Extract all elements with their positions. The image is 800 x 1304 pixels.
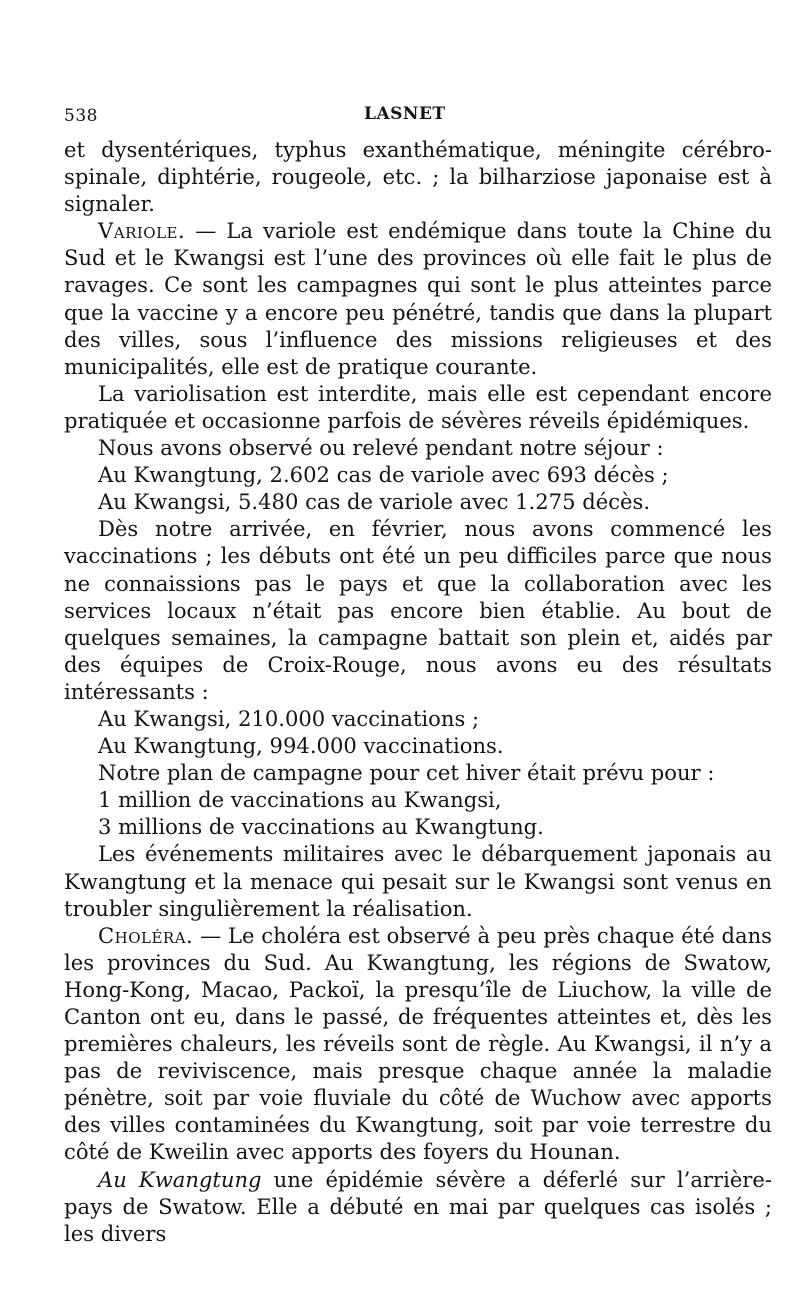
list-item: Au Kwangtung, 994.000 vaccinations. <box>98 733 504 759</box>
paragraph: Nous avons observé ou relevé pendant notre séjour : <box>98 435 664 461</box>
paragraph: La variolisation est interdite, mais elle est cependant encore pratiquée et occasionne parfois de sévères réveils épidémiques. <box>64 380 772 433</box>
paragraph-variole <box>64 217 772 380</box>
page-number: 538 <box>64 106 98 126</box>
document-page <box>64 96 772 1247</box>
list-item: Au Kwangsi, 5.480 cas de variole avec 1.275 décès. <box>98 489 651 515</box>
section-label: Variole. <box>98 218 186 244</box>
paragraph: Dès notre arrivée, en février, nous avons commencé les vaccinations ; les débuts ont été un peu difficiles parce que nous ne connaissions pas le pays et que la collaboration avec les services locaux n’était pas encore bien établie. Au bout de quelques semaines, la campagne battait son plein et, aidés par des équipes de Croix-Rouge, nous avons eu des résultats intéressants : <box>64 516 772 704</box>
paragraph-text: une épidémie sévère a déferlé sur l’arrière-pays de Swatow. Elle a débuté en mai par quelques cas isolés ; les divers <box>64 1166 772 1246</box>
paragraph-text: — Le choléra est observé à peu près chaque été dans les provinces du Sud. Au Kwangtung, les régions de Swatow, Hong-Kong, Macao, Packoï, la presqu’île de Liuchow, la ville de Canton ont eu, dans le passé, de fréquentes atteintes et, dès les premières chaleurs, les réveils sont de règle. Au Kwangsi, il n’y a pas de reviviscence, mais presque chaque année la maladie pénètre, soit par voie fluviale du côté de Wuchow avec apports des villes contaminées du Kwangtung, soit par voie terrestre du côté de Kweilin avec apports des foyers du Hounan. <box>64 922 772 1165</box>
body-text <box>64 136 772 1247</box>
running-head: LASNET <box>364 104 446 124</box>
section-label: Choléra. <box>98 922 194 948</box>
paragraph-kwangtung <box>64 1166 772 1247</box>
page-header <box>64 96 772 136</box>
list-item: 3 millions de vaccinations au Kwangtung. <box>98 814 544 840</box>
paragraph-cholera <box>64 922 772 1166</box>
italic-lead: Au Kwangtung <box>98 1166 262 1192</box>
list-item: Au Kwangsi, 210.000 vaccinations ; <box>98 705 480 731</box>
paragraph: et dysentériques, typhus exanthématique, méningite cérébro-spinale, diphtérie, rougeole, etc. ; la bilharziose japonaise est à signaler. <box>64 137 772 217</box>
paragraph-text: — La variole est endémique dans toute la Chine du Sud et le Kwangsi est l’une des provinces où elle fait le plus de ravages. Ce sont les campagnes qui sont le plus atteintes parce que la vaccine y a encore peu pénétré, tandis que dans la plupart des villes, sous l’influence des missions religieuses et des municipalités, elle est de pratique courante. <box>64 218 772 379</box>
list-item: Au Kwangtung, 2.602 cas de variole avec 693 décès ; <box>98 462 669 488</box>
paragraph: Les événements militaires avec le débarquement japonais au Kwangtung et la menace qui pesait sur le Kwangsi sont venus en troubler singulièrement la réalisation. <box>64 841 772 921</box>
paragraph: Notre plan de campagne pour cet hiver était prévu pour : <box>98 760 715 786</box>
list-item: 1 million de vaccinations au Kwangsi, <box>98 787 502 813</box>
